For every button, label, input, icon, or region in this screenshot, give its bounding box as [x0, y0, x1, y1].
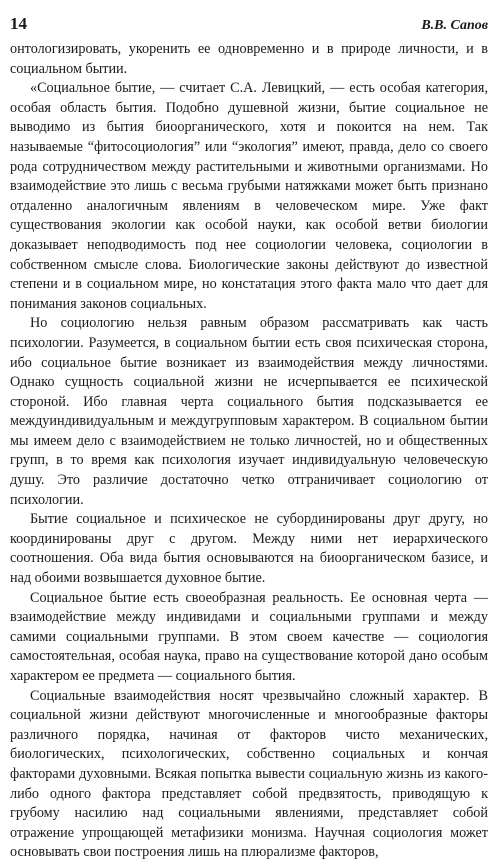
body-text — [10, 40, 488, 863]
paragraph: Но социологию нельзя равным образом рассматривать как часть психологии. Разумеется, в социальном бытии есть своя психическая сторона, ибо социальное бытие возникает из взаимодействия между личностями. Однако сущность социальной жизни не исчерпывается ее психической стороной. Ибо главная черта социального бытия подсказывается ее междуиндивидуальным и междугрупповым характером. В социальном бытии мы имеем дело с взаимодействием не только личностей, но и общественных групп, в то время как психология изучает индивидуальную человеческую душу. Это различие достаточно четко отграничивает социологию от психологии. — [10, 315, 488, 508]
paragraph: Социальные взаимодействия носят чрезвычайно сложный характер. В социальной жизни действуют многочисленные и многообразные факторы различного порядка, начиная от факторов чисто механических, биологических, психологических, собственно социальных и кончая факторами духовными. Всякая попытка вывести социальную жизнь из какого-либо одного фактора представляет собой предвзятость, приводящую к грубому насилию над социальными явлениями, представляет собой отражение упрощающей метафизики монизма. Научная социология может основывать свои построения лишь на плюрализме факторов, — [10, 687, 488, 861]
page-number: 14 — [10, 14, 27, 33]
paragraph: Бытие социальное и психическое не субординированы друг другу, но координированы друг с другом. Между ними нет иерархического соотношения. Оба вида бытия основываются на биоорганическом базисе, и над обоими возвышается духовное бытие. — [10, 511, 488, 587]
paragraph-quote-start: «Социальное бытие, — считает С.А. Левицкий, — есть особая категория, особая область бытия. Подобно душевной жизни, бытие социальное не выводимо из бытия биоорганического, хотя и покоится на нем. Так называемые “фитосоциология” или “экология” имеют, правда, дело со своего рода сотрудничеством между растительными и животными организмами. Но взаимодействие это лишь с весьма грубыми натяжками может быть признано отдаленно аналогичным явлениям в человеческом мире. Уже факт существования экологии как особой науки, как особой ветви биологии доказывает неподводимость под нее социологии человека, социологии в собственном смысле слова. Биологические законы действуют до известной степени и в социальном мире, но констатация этого факта мало что дает для понимания законов социальных. — [10, 80, 488, 312]
paragraph: Социальное бытие есть своеобразная реальность. Ее основная черта — взаимодействие между индивидами и социальными группами и между самими социальными группами. В этом своем качестве — социология самостоятельная, особая наука, право на существование которой дано особым характером ее предмета — социального бытия. — [10, 589, 488, 684]
paragraph-continuation: онтологизировать, укоренить ее одновременно и в природе личности, и в социальном бытии. — [10, 41, 488, 77]
running-head-author: В.В. Сапов — [421, 18, 488, 33]
page-header — [10, 14, 488, 38]
